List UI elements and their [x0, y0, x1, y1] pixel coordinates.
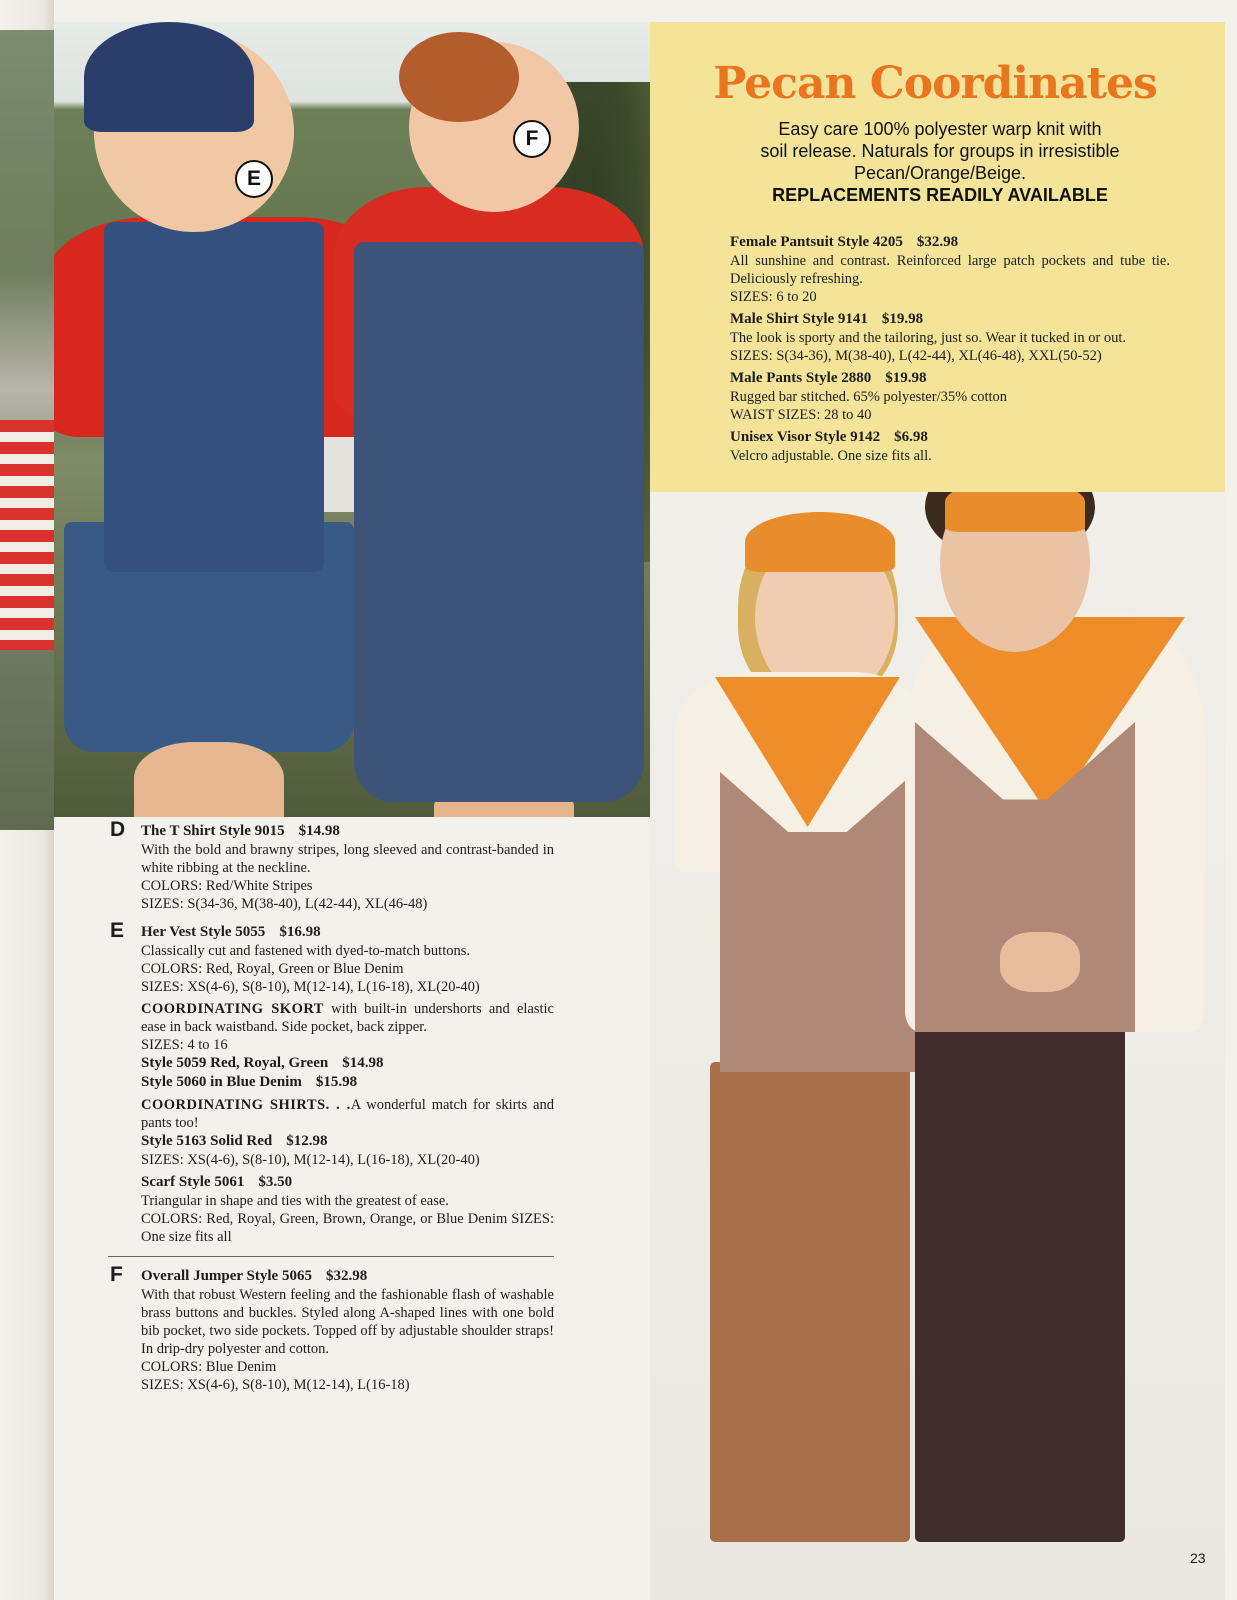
spec-male-pants-name: Male Pants Style 2880 — [730, 370, 872, 386]
skort-description — [141, 1000, 554, 1036]
model-woman-pants — [710, 1062, 910, 1542]
jumper-price: $32.98 — [325, 1268, 368, 1284]
model-man-pants — [915, 1022, 1125, 1542]
skort-style-2 — [141, 1073, 554, 1092]
page-number: 23 — [1190, 1550, 1206, 1566]
shirts-style — [141, 1132, 554, 1151]
shirts-heading: COORDINATING SHIRTS. . . — [141, 1097, 351, 1113]
model-f-hair — [399, 32, 519, 122]
spec-male-pants-price: $19.98 — [885, 370, 927, 386]
pecan-intro-line-2: soil release. Naturals for groups in irresistible — [760, 141, 1120, 161]
spec-unisex-visor-desc: Velcro adjustable. One size fits all. — [730, 448, 932, 464]
section-letter-e: E — [110, 919, 125, 942]
spec-male-pants-desc: Rugged bar stitched. 65% polyester/35% cotton — [730, 389, 1008, 405]
left-product-descriptions — [108, 818, 554, 1404]
spec-male-pants-sizes: WAIST SIZES: 28 to 40 — [730, 407, 872, 423]
vest-name: Her Vest Style 5055 — [141, 924, 266, 940]
model-e-vest — [104, 222, 324, 572]
tshirt-colors: COLORS: Red/White Stripes — [141, 878, 313, 894]
pecan-intro — [690, 118, 1190, 206]
shirts-description — [141, 1096, 554, 1132]
spec-female-pantsuit-price: $32.98 — [916, 234, 959, 250]
section-letter-d: D — [110, 818, 126, 841]
model-man-visor — [945, 492, 1085, 532]
spec-unisex-visor — [730, 428, 1170, 465]
striped-sleeve — [0, 420, 54, 650]
jumper-description: With that robust Western feeling and the fashionable flash of washable brass buttons and buckles. Styled along A-shaped lines with one bold bib pocket, two side pockets. Topped off by adjustable shoulder straps! In drip-dry polyester and cotton. — [141, 1287, 554, 1357]
photo-models-denim — [54, 22, 650, 817]
spec-female-pantsuit-name: Female Pantsuit Style 4205 — [730, 234, 903, 250]
pecan-intro-emphasis: REPLACEMENTS READILY AVAILABLE — [772, 185, 1108, 205]
section-d — [108, 818, 554, 913]
shirts-style-price: $12.98 — [286, 1133, 328, 1149]
spec-female-pantsuit — [730, 233, 1170, 306]
previous-page-edge — [0, 0, 54, 1600]
section-e — [108, 919, 554, 1246]
vest-description: Classically cut and fastened with dyed-to-match buttons. — [141, 943, 470, 959]
pecan-headline: Pecan Coordinates — [713, 58, 1157, 109]
shirts-sizes: SIZES: XS(4-6), S(8-10), M(12-14), L(16-18), XL(20-40) — [141, 1152, 480, 1168]
vest-sizes: SIZES: XS(4-6), S(8-10), M(12-14), L(16-18), XL(20-40) — [141, 979, 480, 995]
pecan-specs — [730, 233, 1170, 469]
section-f — [108, 1263, 554, 1394]
spec-unisex-visor-price: $6.98 — [894, 429, 928, 445]
section-divider — [108, 1256, 554, 1257]
jumper-sizes: SIZES: XS(4-6), S(8-10), M(12-14), L(16-18) — [141, 1377, 410, 1393]
scarf-name: Scarf Style 5061 — [141, 1174, 245, 1190]
section-letter-f: F — [110, 1263, 123, 1286]
skort-text: with built-in undershorts and elastic ease in back waistband. Side pocket, back zipper. — [141, 1001, 554, 1035]
badge-e: E — [235, 160, 273, 198]
vest-colors: COLORS: Red, Royal, Green or Blue Denim — [141, 961, 404, 977]
skort-style-2-price: $15.98 — [315, 1074, 358, 1090]
spec-female-pantsuit-desc: All sunshine and contrast. Reinforced large patch pockets and tube tie. Deliciously refreshing. — [730, 253, 1170, 287]
model-e-legs — [134, 742, 284, 817]
model-e-scarf — [84, 22, 254, 132]
badge-f: F — [513, 120, 551, 158]
pecan-intro-line-1: Easy care 100% polyester warp knit with — [778, 119, 1102, 139]
shirts-style-name: Style 5163 Solid Red — [141, 1133, 273, 1149]
tshirt-title — [141, 822, 554, 841]
spec-female-pantsuit-sizes: SIZES: 6 to 20 — [730, 289, 817, 305]
spec-male-shirt-price: $19.98 — [881, 311, 924, 327]
vest-price: $16.98 — [279, 924, 321, 940]
spec-male-pants — [730, 369, 1170, 424]
spec-male-shirt-name: Male Shirt Style 9141 — [730, 311, 868, 327]
skort-style-1-price: $14.98 — [342, 1055, 384, 1071]
skort-heading: COORDINATING SKORT — [141, 1001, 324, 1017]
spec-male-shirt-sizes: SIZES: S(34-36), M(38-40), L(42-44), XL(46-48), XXL(50-52) — [730, 348, 1102, 364]
model-woman-visor — [745, 512, 895, 572]
tshirt-price: $14.98 — [298, 823, 340, 839]
spec-unisex-visor-name: Unisex Visor Style 9142 — [730, 429, 881, 445]
scarf-price: $3.50 — [258, 1174, 293, 1190]
jumper-title — [141, 1267, 554, 1286]
scarf-title — [141, 1173, 554, 1192]
skort-style-1 — [141, 1054, 554, 1073]
jumper-name: Overall Jumper Style 5065 — [141, 1268, 312, 1284]
vest-title — [141, 923, 554, 942]
skort-sizes: SIZES: 4 to 16 — [141, 1037, 228, 1053]
spec-male-shirt-desc: The look is sporty and the tailoring, just so. Wear it tucked in or out. — [730, 330, 1127, 346]
tshirt-description: With the bold and brawny stripes, long sleeved and contrast-banded in white ribbing at the neckline. — [141, 842, 554, 876]
jumper-colors: COLORS: Blue Denim — [141, 1359, 277, 1375]
model-f-jumper — [354, 242, 644, 802]
tshirt-sizes: SIZES: S(34-36, M(38-40), L(42-44), XL(46-48) — [141, 896, 428, 912]
model-man-hand — [1000, 932, 1080, 992]
skort-style-2-name: Style 5060 in Blue Denim — [141, 1074, 302, 1090]
scarf-description: Triangular in shape and ties with the greatest of ease. — [141, 1193, 449, 1209]
shirts-text: A wonderful match for skirts and pants too! — [141, 1097, 554, 1131]
scarf-colors-sizes: COLORS: Red, Royal, Green, Brown, Orange, or Blue Denim SIZES: One size fits all — [141, 1211, 554, 1245]
pecan-intro-line-3: Pecan/Orange/Beige. — [853, 163, 1027, 183]
photo-pecan-models — [650, 492, 1225, 1600]
tshirt-name: The T Shirt Style 9015 — [141, 823, 285, 839]
spec-male-shirt — [730, 310, 1170, 365]
skort-style-1-name: Style 5059 Red, Royal, Green — [141, 1055, 329, 1071]
